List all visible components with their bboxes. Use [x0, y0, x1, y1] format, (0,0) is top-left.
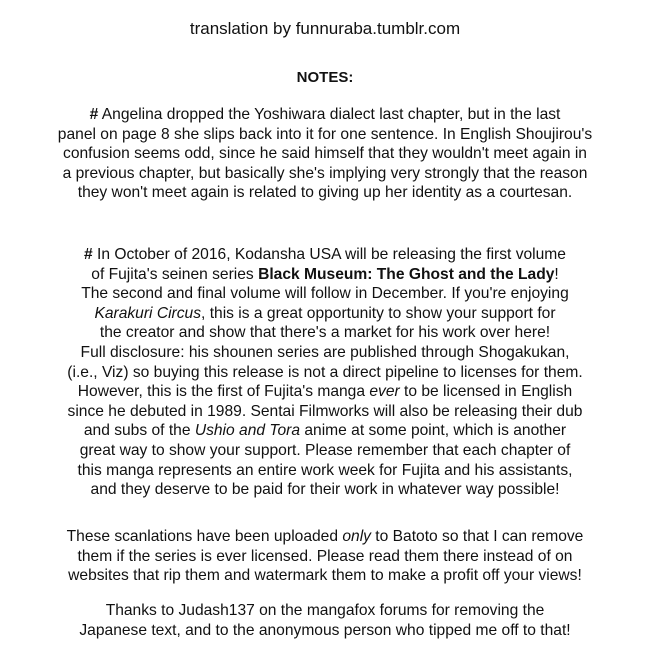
notes-heading: NOTES: — [296, 69, 354, 86]
note-dialect-line-2: panel on page 8 she slips back into it for one sentence. In English Shoujirou's — [57, 125, 593, 143]
note-dialect-line-5: they won't meet again is related to giving up her identity as a courtesan. — [77, 184, 573, 202]
note-release-line-12: this manga represents an entire work week for Fujita and his assistants, — [77, 461, 573, 479]
hash-bullet: # — [89, 106, 99, 123]
note-dialect-line-1: # Angelina dropped the Yoshiwara dialect last chapter, but in the last — [89, 106, 561, 123]
note-thanks-line-2: Japanese text, and to the anonymous person who tipped me off to that! — [79, 621, 571, 639]
note-policy-line-2: them if the series is ever licensed. Please read them there instead of on — [77, 547, 573, 565]
note-dialect — [0, 105, 650, 203]
translation-credit: translation by funnuraba.tumblr.com — [189, 19, 461, 38]
note-release-line-9: since he debuted in 1989. Sentai Filmworks will also be releasing their dub — [67, 402, 583, 420]
note-release-line-4: Karakuri Circus, this is a great opportunity to show your support for — [94, 304, 556, 322]
note-thanks — [0, 601, 650, 640]
note-release-line-7: (i.e., Viz) so buying this release is not a direct pipeline to licenses for them. — [67, 363, 583, 381]
note-release-line-3: The second and final volume will follow in December. If you're enjoying — [81, 285, 569, 303]
note-policy-line-3: websites that rip them and watermark them to make a profit off your views! — [68, 567, 582, 585]
note-dialect-line-3: confusion seems odd, since he said himself that they wouldn't meet again in — [63, 145, 587, 163]
book-title: Black Museum: The Ghost and the Lady — [258, 265, 555, 283]
hash-bullet: # — [84, 246, 93, 263]
anime-title: Ushio and Tora — [194, 422, 301, 440]
note-scanlation-policy — [0, 527, 650, 586]
note-release-line-1: # In October of 2016, Kodansha USA will be releasing the first volume — [84, 246, 566, 263]
note-release-line-13: and they deserve to be paid for their work in whatever way possible! — [90, 481, 560, 499]
note-release-line-2: of Fujita's seinen series Black Museum: The Ghost and the Lady! — [91, 265, 559, 283]
note-release-line-11: great way to show your support. Please remember that each chapter of — [79, 441, 571, 459]
note-dialect-line-4: a previous chapter, but basically she's implying very strongly that the reason — [62, 164, 588, 182]
note-release-line-6: Full disclosure: his shounen series are published through Shogakukan, — [80, 343, 570, 361]
note-policy-line-1: These scanlations have been uploaded only to Batoto so that I can remove — [66, 528, 584, 545]
note-kodansha-release — [0, 245, 650, 500]
note-release-line-8: However, this is the first of Fujita's manga ever to be licensed in English — [77, 383, 573, 401]
series-title: Karakuri Circus — [94, 304, 202, 322]
note-thanks-line-1: Thanks to Judash137 on the mangafox forums for removing the — [105, 602, 545, 619]
note-release-line-5: the creator and show that there's a market for his work over here! — [99, 324, 551, 342]
note-release-line-10: and subs of the Ushio and Tora anime at some point, which is another — [83, 422, 567, 440]
